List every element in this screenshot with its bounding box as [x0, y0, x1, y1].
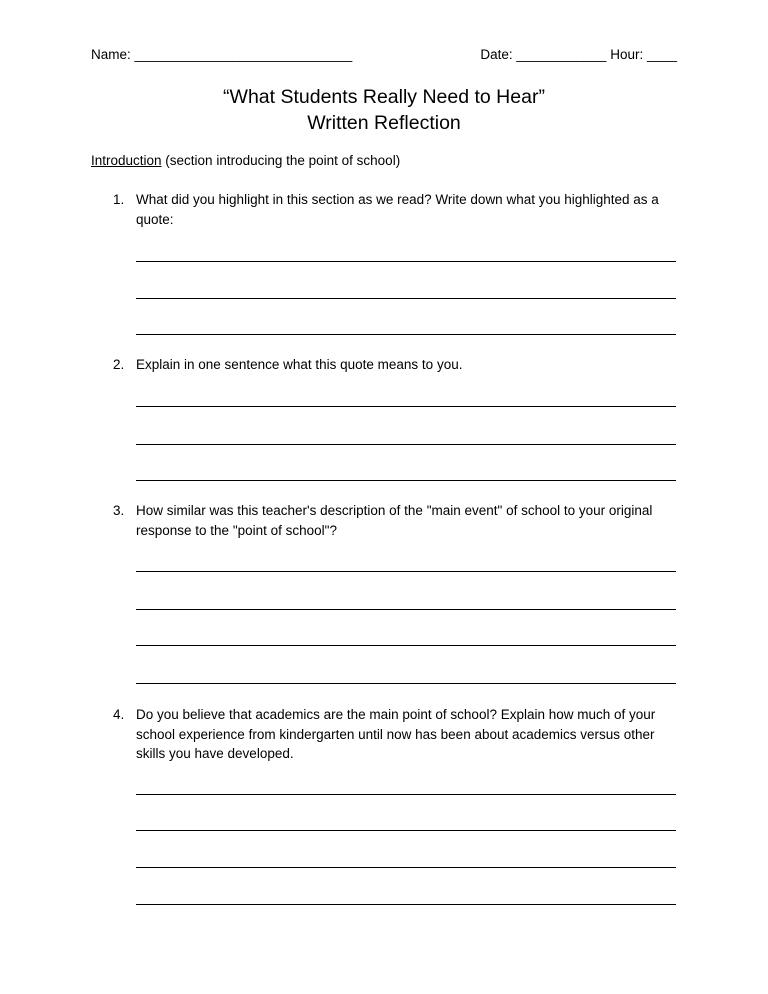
question-text: What did you highlight in this section as we read? Write down what you highlighted as a quote:: [136, 192, 659, 227]
answer-line[interactable]: [136, 480, 676, 481]
question-number: 3.: [113, 503, 125, 518]
section-label: Introduction: [91, 153, 162, 168]
answer-line[interactable]: [136, 334, 676, 335]
answer-line[interactable]: [136, 609, 676, 610]
answer-line[interactable]: [136, 794, 676, 795]
question-1: [113, 190, 679, 229]
question-number: 4.: [113, 707, 125, 722]
answer-line[interactable]: [136, 444, 676, 445]
name-field: Name: _____________________________: [91, 47, 353, 62]
answer-line[interactable]: [136, 571, 676, 572]
answer-line[interactable]: [136, 645, 676, 646]
answer-line[interactable]: [136, 406, 676, 407]
header-row: [91, 46, 677, 66]
question-3: [113, 501, 679, 540]
question-number: 1.: [113, 192, 125, 207]
question-2: [113, 355, 679, 375]
question-text: Explain in one sentence what this quote means to you.: [136, 357, 463, 372]
question-number: 2.: [113, 357, 125, 372]
answer-line[interactable]: [136, 683, 676, 684]
date-hour-field: Date: ____________ Hour: ____: [480, 47, 677, 62]
answer-line[interactable]: [136, 261, 676, 262]
answer-line[interactable]: [136, 830, 676, 831]
title-line-1: “What Students Really Need to Hear”: [223, 86, 545, 108]
question-text: Do you believe that academics are the main point of school? Explain how much of your school experience from kindergarten until now has been about academics versus other skills you have developed.: [136, 707, 656, 761]
answer-line[interactable]: [136, 867, 676, 868]
section-intro: [91, 152, 400, 170]
section-description: (section introducing the point of school): [161, 153, 401, 168]
question-4: [113, 705, 679, 764]
title-line-2: Written Reflection: [307, 112, 461, 134]
answer-line[interactable]: [136, 298, 676, 299]
worksheet-title: [0, 84, 768, 136]
answer-line[interactable]: [136, 904, 676, 905]
question-text: How similar was this teacher's description of the "main event" of school to your original response to the "point of school"?: [136, 503, 653, 538]
